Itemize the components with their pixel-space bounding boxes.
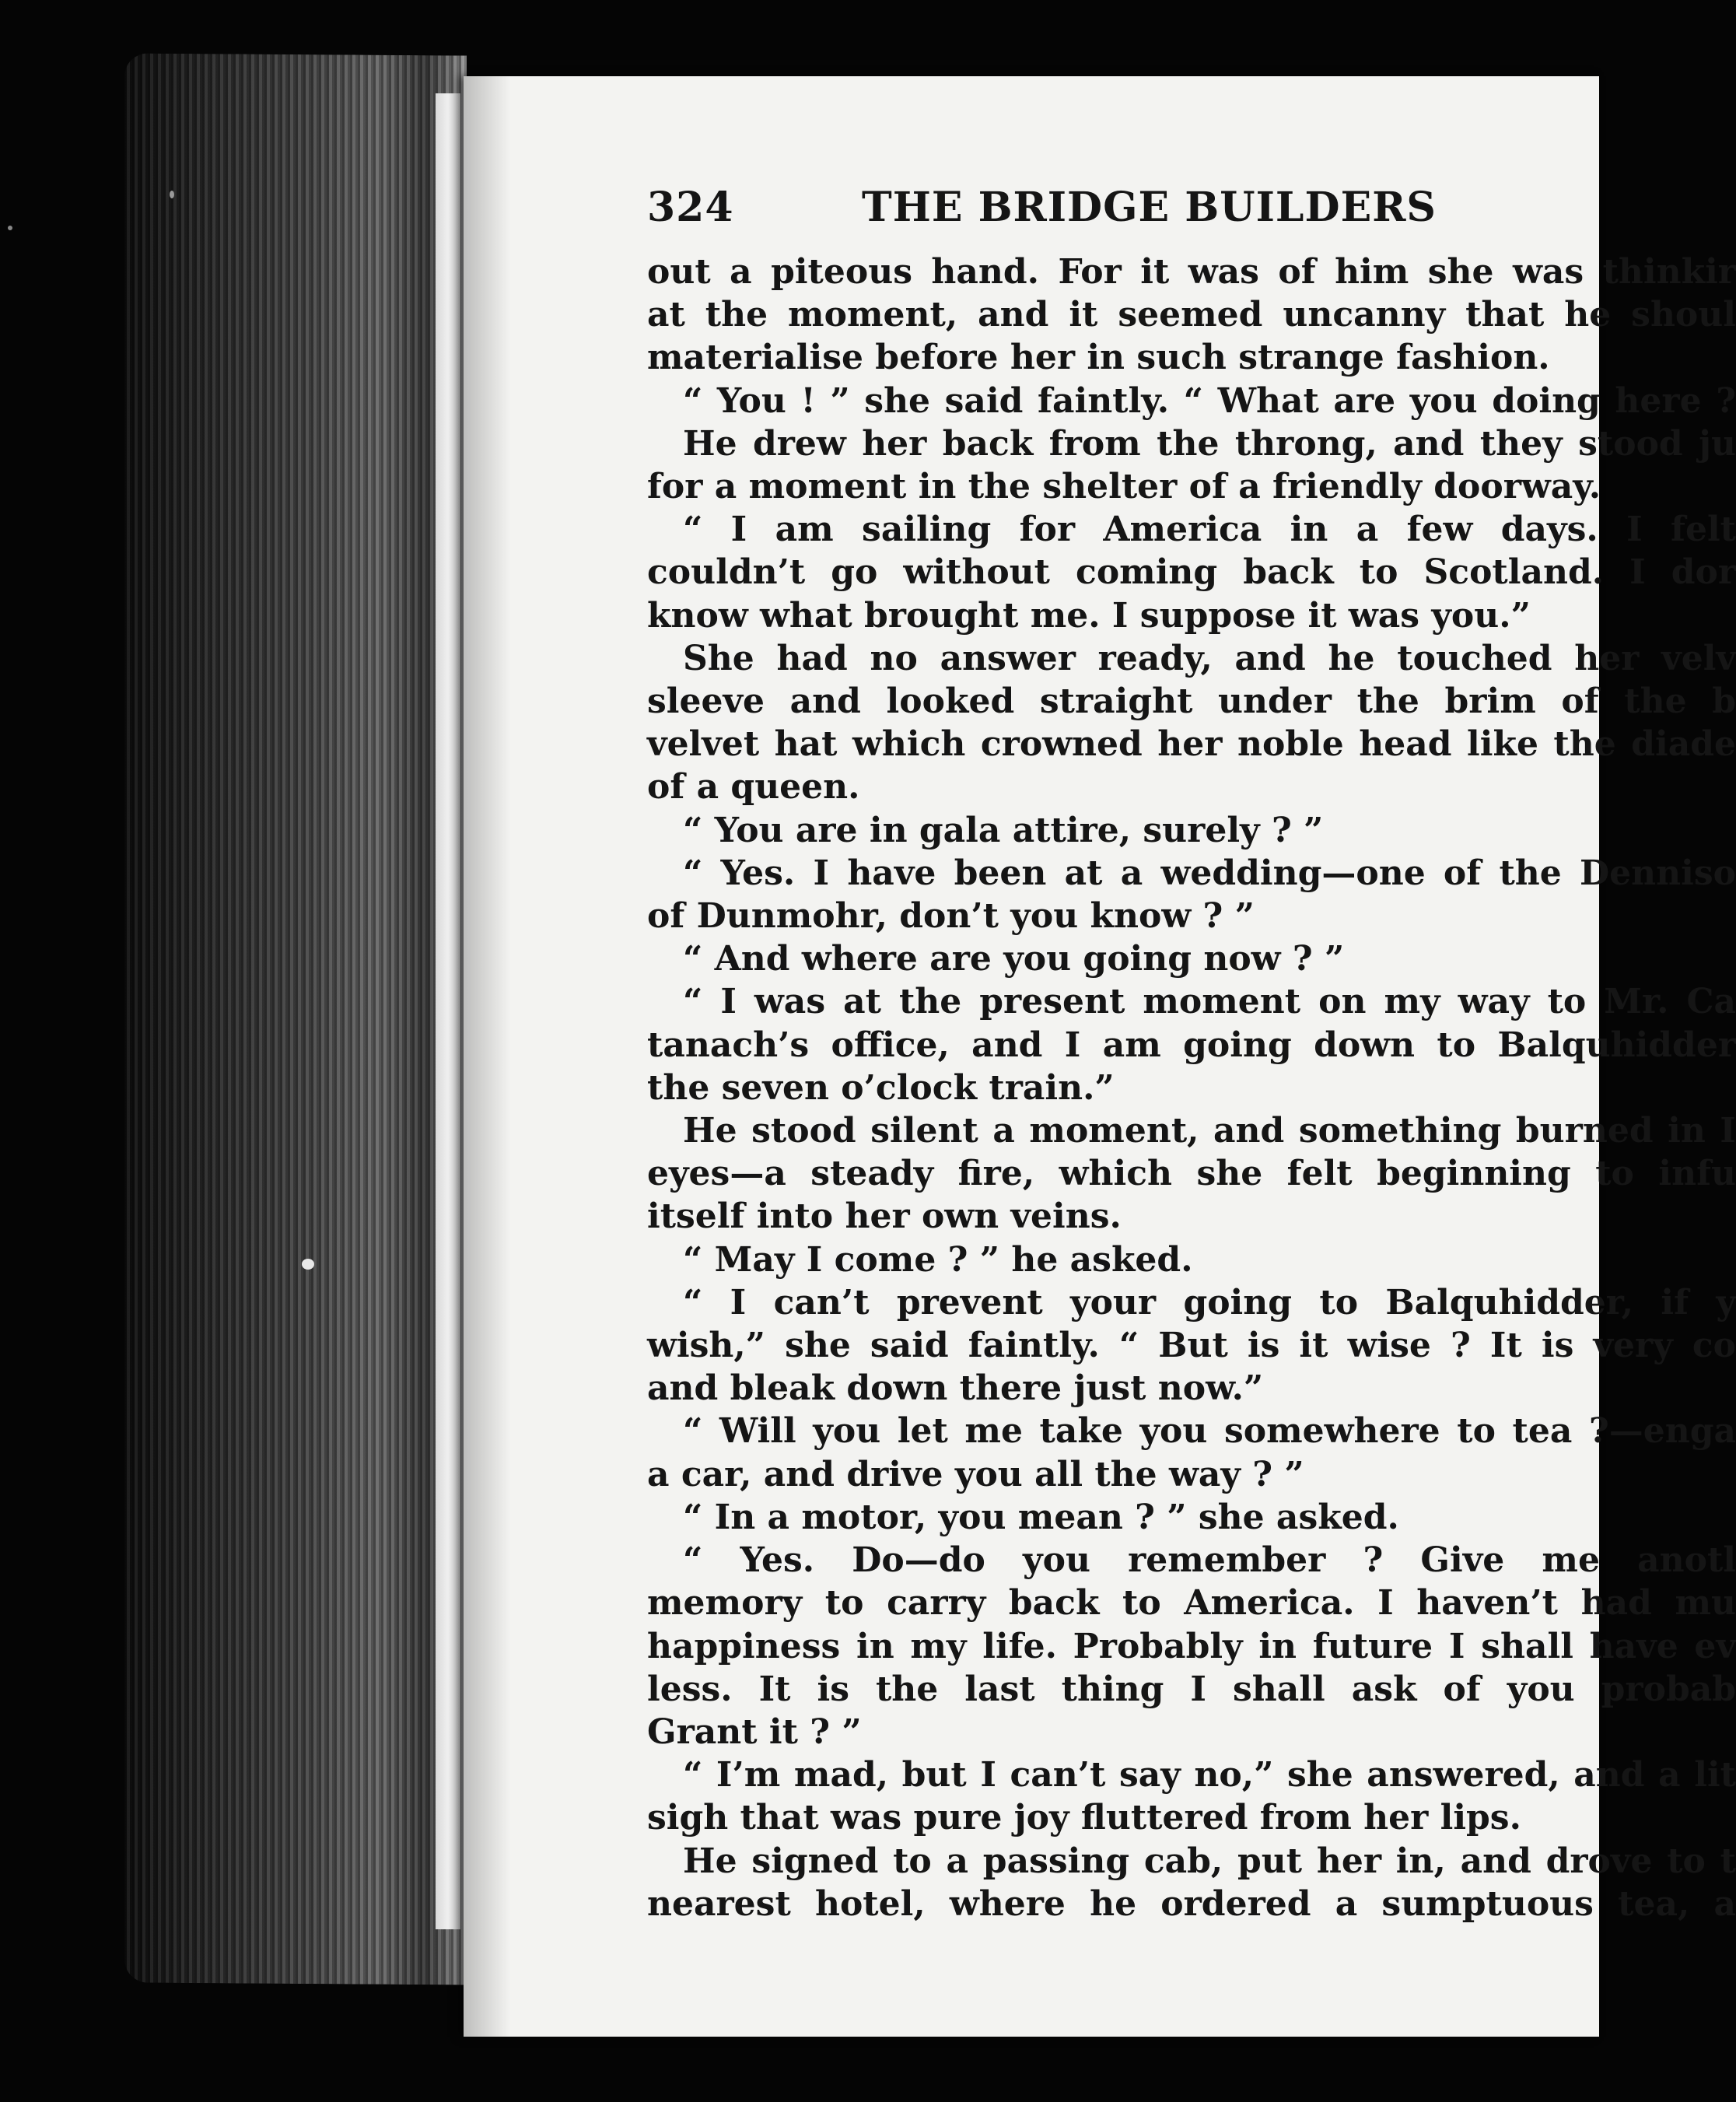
text-line: “ May I come ? ” he asked. — [683, 1239, 1193, 1280]
text-line: “ I am sailing for America in a few days. I felt — [683, 510, 1736, 550]
text-line: memory to carry back to America. I haven’t had mu — [647, 1583, 1736, 1624]
text-line: “ Will you let me take you somewhere to tea ?—enga — [683, 1411, 1736, 1452]
text-line: She had no answer ready, and he touched her velv — [683, 638, 1736, 678]
page-content — [647, 184, 1736, 1925]
text-line: “ You are in gala attire, surely ? ” — [683, 810, 1324, 850]
text-line: of Dunmohr, don’t you know ? ” — [647, 896, 1255, 937]
text-line: Grant it ? ” — [647, 1711, 862, 1752]
text-line: “ And where are you going now ? ” — [683, 939, 1345, 979]
text-line: materialise before her in such strange fashion. — [647, 338, 1550, 378]
text-line: wish,” she said faintly. “ But is it wise ? It is very co — [647, 1326, 1736, 1366]
text-line: velvet hat which crowned her noble head like the diade — [647, 724, 1736, 765]
text-line: happiness in my life. Probably in future I shall have ev — [647, 1626, 1736, 1666]
page-header — [647, 184, 1736, 250]
text-line: sleeve and looked straight under the brim of the b — [647, 681, 1736, 722]
text-line: “ I’m mad, but I can’t say no,” she answered, and a lit — [683, 1755, 1736, 1795]
page-edge-highlight — [436, 93, 460, 1929]
text-line: the seven o’clock train.” — [647, 1067, 1115, 1108]
text-line: “ Yes. I have been at a wedding—one of the Denniso — [683, 853, 1736, 893]
book-page-edges — [124, 53, 467, 1985]
dust-speck — [302, 1259, 314, 1270]
text-line: at the moment, and it seemed uncanny that he shoul — [647, 295, 1736, 335]
text-line: for a moment in the shelter of a friendly doorway. — [647, 467, 1601, 507]
text-line: eyes—a steady fire, which she felt beginning to infu — [647, 1154, 1736, 1194]
text-line: “ I can’t prevent your going to Balquhidder, if y — [683, 1282, 1736, 1323]
text-line: out a piteous hand. For it was of him she was thinkir — [647, 252, 1736, 292]
text-line: less. It is the last thing I shall ask of you probab — [647, 1669, 1736, 1709]
text-line: tanach’s office, and I am going down to Balquhidder — [647, 1025, 1736, 1065]
body-text — [647, 250, 1736, 1925]
text-line: itself into her own veins. — [647, 1196, 1122, 1237]
gutter-shadow — [464, 76, 510, 2037]
text-line: of a queen. — [647, 767, 860, 808]
page-number: 324 — [647, 184, 734, 231]
text-line: sigh that was pure joy fluttered from her lips. — [647, 1798, 1521, 1838]
text-line: He stood silent a moment, and something burned in I — [683, 1111, 1736, 1151]
dust-speck — [170, 191, 174, 198]
text-line: a car, and drive you all the way ? ” — [647, 1454, 1304, 1494]
text-line: nearest hotel, where he ordered a sumptuous tea, a — [647, 1883, 1736, 1924]
running-title: THE BRIDGE BUILDERS — [862, 184, 1437, 231]
text-line: know what brought me. I suppose it was you.” — [647, 595, 1531, 636]
text-line: “ I was at the present moment on my way to Mr. Ca — [683, 982, 1736, 1022]
text-line: “ In a motor, you mean ? ” she asked. — [683, 1497, 1399, 1537]
dust-speck — [8, 226, 12, 230]
text-line: “ Yes. Do—do you remember ? Give me anotl — [683, 1540, 1736, 1581]
text-line: and bleak down there just now.” — [647, 1368, 1264, 1409]
text-line: couldn’t go without coming back to Scotland. I dor — [647, 552, 1736, 593]
text-line: He drew her back from the throng, and they stood ju — [683, 423, 1736, 464]
text-line: “ You ! ” she said faintly. “ What are you doing here ? — [683, 380, 1736, 421]
text-line: He signed to a passing cab, put her in, and drove to t — [683, 1841, 1736, 1881]
